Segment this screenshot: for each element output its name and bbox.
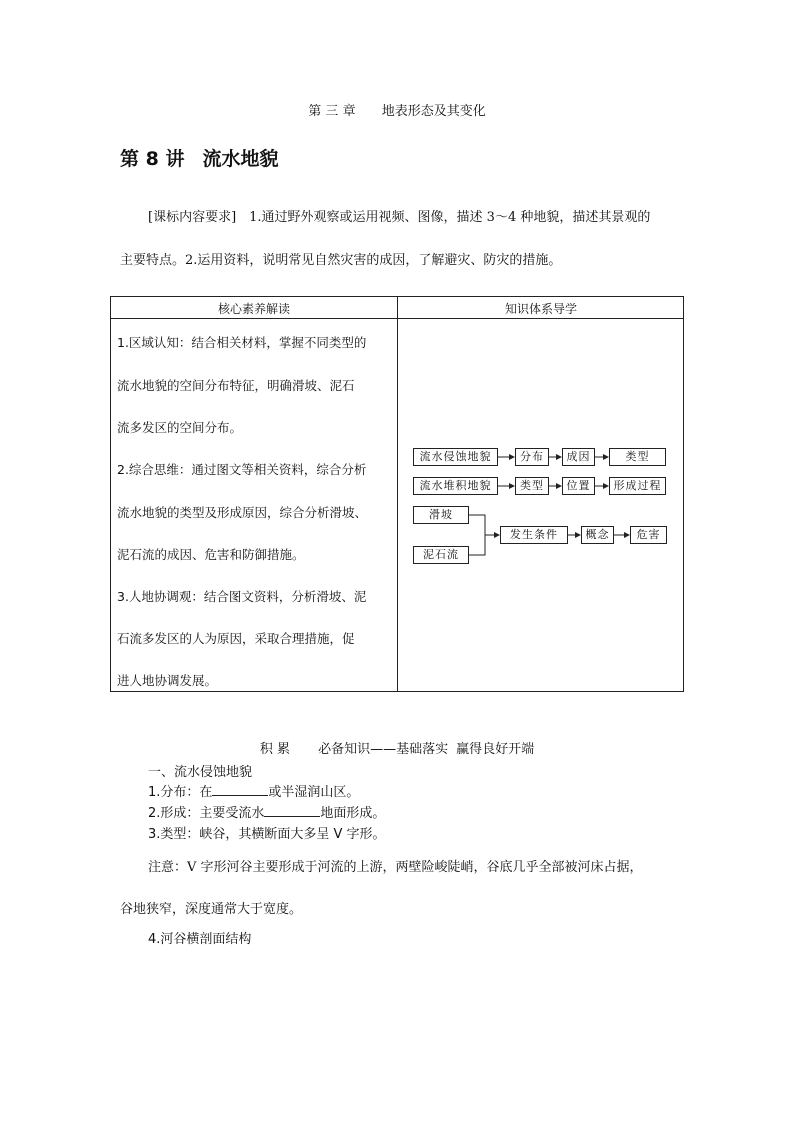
core-literacy-line: 进人地协调发展。 <box>117 673 218 688</box>
lecture-name: 流水地貌 <box>202 148 279 170</box>
chapter-char-3: 章 <box>342 104 356 119</box>
overview-table <box>110 296 684 692</box>
conditions-box: 发生条件 <box>500 526 568 544</box>
location-box: 位置 <box>562 477 595 495</box>
item-distribution <box>148 781 359 800</box>
landslide-box: 滑坡 <box>413 506 469 524</box>
cause-box: 成因 <box>562 448 595 466</box>
core-literacy-line: 流水地貌的空间分布特征，明确滑坡、泥石 <box>117 378 355 393</box>
fill-blank[interactable] <box>264 804 320 817</box>
distribution-box: 分布 <box>515 448 549 466</box>
chapter-heading <box>0 100 794 119</box>
item-formation-post: 地面形成。 <box>320 806 386 821</box>
core-literacy-line: 3.人地协调观：结合图文资料，分析滑坡、泥 <box>117 589 367 604</box>
item-valley-profile: 4.河谷横剖面结构 <box>148 932 252 947</box>
concept-box: 概念 <box>581 526 614 544</box>
debris-flow-box: 泥石流 <box>413 546 469 564</box>
core-literacy-line: 流水地貌的类型及形成原因，综合分析滑坡、 <box>117 505 368 520</box>
section-title <box>0 738 794 757</box>
section-title-sub: 赢得良好开端 <box>456 742 535 757</box>
table-header-right: 知识体系导学 <box>504 302 577 316</box>
core-literacy-line: 1.区域认知：结合相关材料，掌握不同类型的 <box>117 335 367 350</box>
section-title-char-2: 累 <box>277 742 291 757</box>
erosion-landform-box: 流水侵蚀地貌 <box>413 448 498 466</box>
type-box: 类型 <box>609 448 666 466</box>
item-formation <box>148 802 385 821</box>
section-title-char-1: 积 <box>259 742 273 757</box>
section-title-main: 必备知识——基础落实 <box>318 742 449 757</box>
core-literacy-line: 2.综合思维：通过图文等相关资料，综合分析 <box>117 462 367 477</box>
item-distribution-pre: 1.分布：在 <box>148 785 213 800</box>
chapter-char-2: 三 <box>325 104 339 119</box>
core-literacy-line: 石流多发区的人为原因，采取合理措施，促 <box>117 631 355 646</box>
diagram-connectors <box>111 297 685 693</box>
note-line-1: 注意：V 字形河谷主要形成于河流的上游，两壁险峻陡峭，谷底几乎全部被河床占据， <box>148 860 643 875</box>
table-header-left: 核心素养解读 <box>217 302 290 316</box>
core-literacy-line: 泥石流的成因、危害和防御措施。 <box>117 547 305 562</box>
fill-blank[interactable] <box>212 783 268 796</box>
note-line-2: 谷地狭窄，深度通常大于宽度。 <box>120 902 303 917</box>
chapter-title: 地表形态及其变化 <box>381 104 486 119</box>
lecture-title <box>120 144 278 171</box>
item-type: 3.类型：峡谷，其横断面大多呈 V 字形。 <box>148 827 386 842</box>
knowledge-diagram <box>111 297 685 693</box>
chapter-char-1: 第 <box>308 104 322 119</box>
item-formation-pre: 2.形成：主要受流水 <box>148 806 265 821</box>
deposition-landform-box: 流水堆积地貌 <box>413 477 498 495</box>
hazard-box: 危害 <box>630 526 667 544</box>
requirements-line-1: [课标内容要求] 1.通过野外观察或运用视频、图像，描述 3～4 种地貌，描述其景观的 <box>148 210 651 225</box>
deposition-type-box: 类型 <box>515 477 549 495</box>
core-literacy-line: 流多发区的空间分布。 <box>117 420 243 435</box>
item-distribution-post: 或半湿润山区。 <box>268 785 360 800</box>
section-heading-erosion: 一、流水侵蚀地貌 <box>148 765 253 780</box>
lecture-number: 第 8 讲 <box>120 148 185 170</box>
requirements-line-2: 主要特点。2.运用资料，说明常见自然灾害的成因，了解避灾、防灾的措施。 <box>120 253 562 268</box>
formation-process-box: 形成过程 <box>609 477 666 495</box>
